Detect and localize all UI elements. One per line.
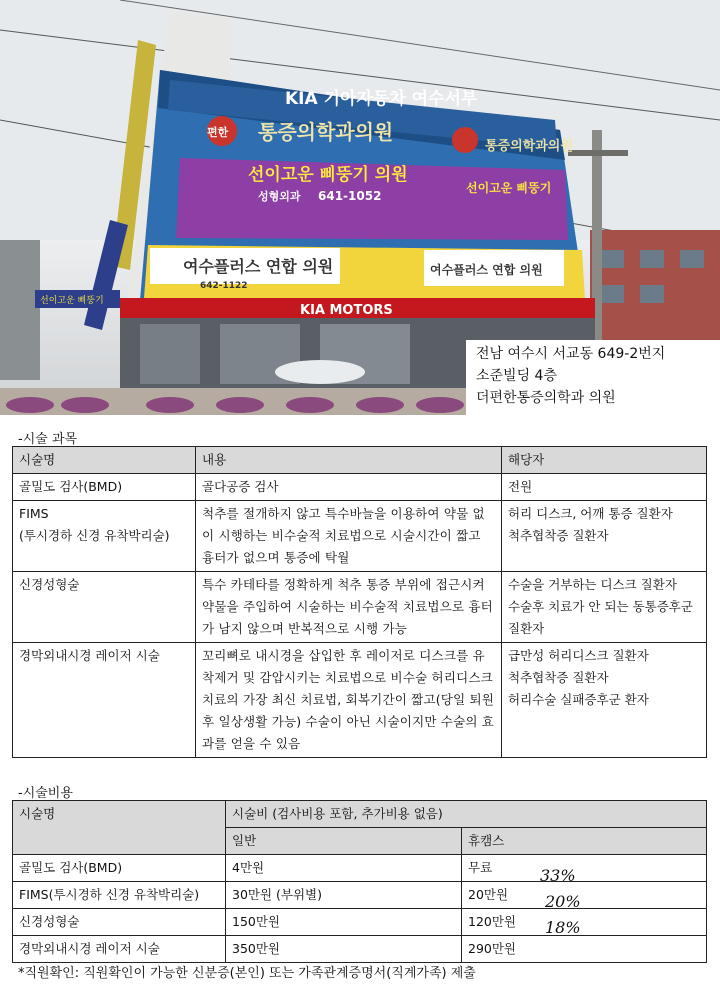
sign-clinic2-right: 선이고운 삐뚱기 bbox=[466, 181, 552, 195]
procedure-name: 신경성형술 bbox=[13, 572, 196, 643]
costs-title: -시술비용 bbox=[18, 786, 73, 801]
address-box bbox=[466, 340, 720, 415]
procedure-name: 골밀도 검사(BMD) bbox=[13, 474, 196, 501]
handwritten-discount: 20% bbox=[545, 892, 581, 911]
procedures-table bbox=[12, 446, 707, 758]
cost-welfare: 무료 bbox=[462, 855, 707, 882]
clinic-name: 더편한통증의학과 의원 bbox=[476, 390, 616, 406]
sign-clinic2: 선이고운 삐뚱기 의원 bbox=[248, 165, 408, 185]
procedure-content: 특수 카테타를 정확하게 척추 통증 부위에 접근시켜 약물을 주입하여 시술하는 비수술적 치료법으로 흉터가 남지 않으며 반복적으로 시행 가능 bbox=[196, 572, 502, 643]
table-row bbox=[13, 855, 707, 882]
cost-welfare: 290만원 bbox=[462, 936, 707, 963]
cost-general: 350만원 bbox=[226, 936, 462, 963]
building-photo bbox=[0, 0, 720, 415]
procedure-content: 척추를 절개하지 않고 특수바늘을 이용하여 약물 없이 시행하는 비수술적 치료법으로 시술시간이 짧고 흉터가 없으며 통증에 탁월 bbox=[196, 501, 502, 572]
header-target: 해당자 bbox=[502, 447, 707, 474]
header-content: 내용 bbox=[196, 447, 502, 474]
sign-top: KIA 기아자동차 여수서부 bbox=[285, 89, 478, 109]
procedure-target: 수술을 거부하는 디스크 질환자 수술후 치료가 안 되는 동통증후군 질환자 bbox=[502, 572, 707, 643]
header-cost: 시술비 (검사비용 포함, 추가비용 없음) bbox=[226, 801, 707, 828]
sign-clinic1: 통증의학과의원 bbox=[258, 120, 394, 144]
handwritten-discount: 18% bbox=[545, 918, 581, 937]
procedure-target: 허리 디스크, 어깨 통증 질환자 척추협착증 질환자 bbox=[502, 501, 707, 572]
cost-general: 4만원 bbox=[226, 855, 462, 882]
header-procedure-name: 시술명 bbox=[13, 801, 226, 855]
handwritten-discount: 33% bbox=[540, 866, 576, 885]
procedure-name: 경막외내시경 레이저 시술 bbox=[13, 643, 196, 758]
procedures-title: -시술 과목 bbox=[18, 432, 78, 447]
sign-clinic3: 여수플러스 연합 의원 bbox=[183, 257, 334, 276]
table-row bbox=[13, 936, 707, 963]
table-row bbox=[13, 572, 707, 643]
procedure-content: 꼬리뼈로 내시경을 삽입한 후 레이저로 디스크를 유착제거 및 감압시키는 치료법으로 비수술 허리디스크 치료의 가장 최신 치료법, 회복기간이 짧고(당일 퇴원 후 일상생활 가능) 수술이 아닌 시술이지만 수술의 효과를 얻을 수 있음 bbox=[196, 643, 502, 758]
costs-header-row bbox=[13, 801, 707, 828]
header-procedure-name: 시술명 bbox=[13, 447, 196, 474]
address-line-1: 전남 여수시 서교동 649-2번지 bbox=[476, 346, 666, 362]
table-row bbox=[13, 909, 707, 936]
cost-welfare: 20만원 bbox=[462, 882, 707, 909]
table-row bbox=[13, 882, 707, 909]
header-welfare: 휴캠스 bbox=[462, 828, 707, 855]
sign-clinic3-right: 여수플러스 연합 의원 bbox=[430, 263, 543, 277]
sign-clinic3-phone: 642-1122 bbox=[200, 281, 248, 291]
cost-procedure-name: 신경성형술 bbox=[13, 909, 226, 936]
cost-procedure-name: FIMS(투시경하 신경 유착박리술) bbox=[13, 882, 226, 909]
sign-clinic1-prefix: 편한 bbox=[207, 126, 229, 139]
footnote: *직원확인: 직원확인이 가능한 신분증(본인) 또는 가족관계증명서(직계가족) 제출 bbox=[18, 966, 476, 981]
address-line-2: 소준빌딩 4층 bbox=[476, 368, 557, 384]
procedure-name: FIMS (투시경하 신경 유착박리술) bbox=[13, 501, 196, 572]
sign-clinic2-phone: 641-1052 bbox=[318, 189, 382, 203]
cost-general: 30만원 (부위별) bbox=[226, 882, 462, 909]
procedure-target: 전원 bbox=[502, 474, 707, 501]
cost-procedure-name: 골밀도 검사(BMD) bbox=[13, 855, 226, 882]
sign-clinic2-sub: 성형외과 bbox=[258, 190, 301, 203]
cost-welfare: 120만원 bbox=[462, 909, 707, 936]
header-general: 일반 bbox=[226, 828, 462, 855]
table-row bbox=[13, 474, 707, 501]
procedure-content: 골다공증 검사 bbox=[196, 474, 502, 501]
sign-left-small: 선이고운 삐뚱기 bbox=[40, 296, 104, 306]
sign-clinic1-right: 통증의학과의원 bbox=[485, 139, 573, 154]
cost-general: 150만원 bbox=[226, 909, 462, 936]
table-row bbox=[13, 643, 707, 758]
costs-table bbox=[12, 800, 707, 963]
table-row bbox=[13, 501, 707, 572]
procedure-target: 급만성 허리디스크 질환자 척추협착증 질환자 허리수술 실패증후군 환자 bbox=[502, 643, 707, 758]
sign-dealer: KIA MOTORS bbox=[300, 303, 393, 318]
procedures-header-row bbox=[13, 447, 707, 474]
cost-procedure-name: 경막외내시경 레이저 시술 bbox=[13, 936, 226, 963]
